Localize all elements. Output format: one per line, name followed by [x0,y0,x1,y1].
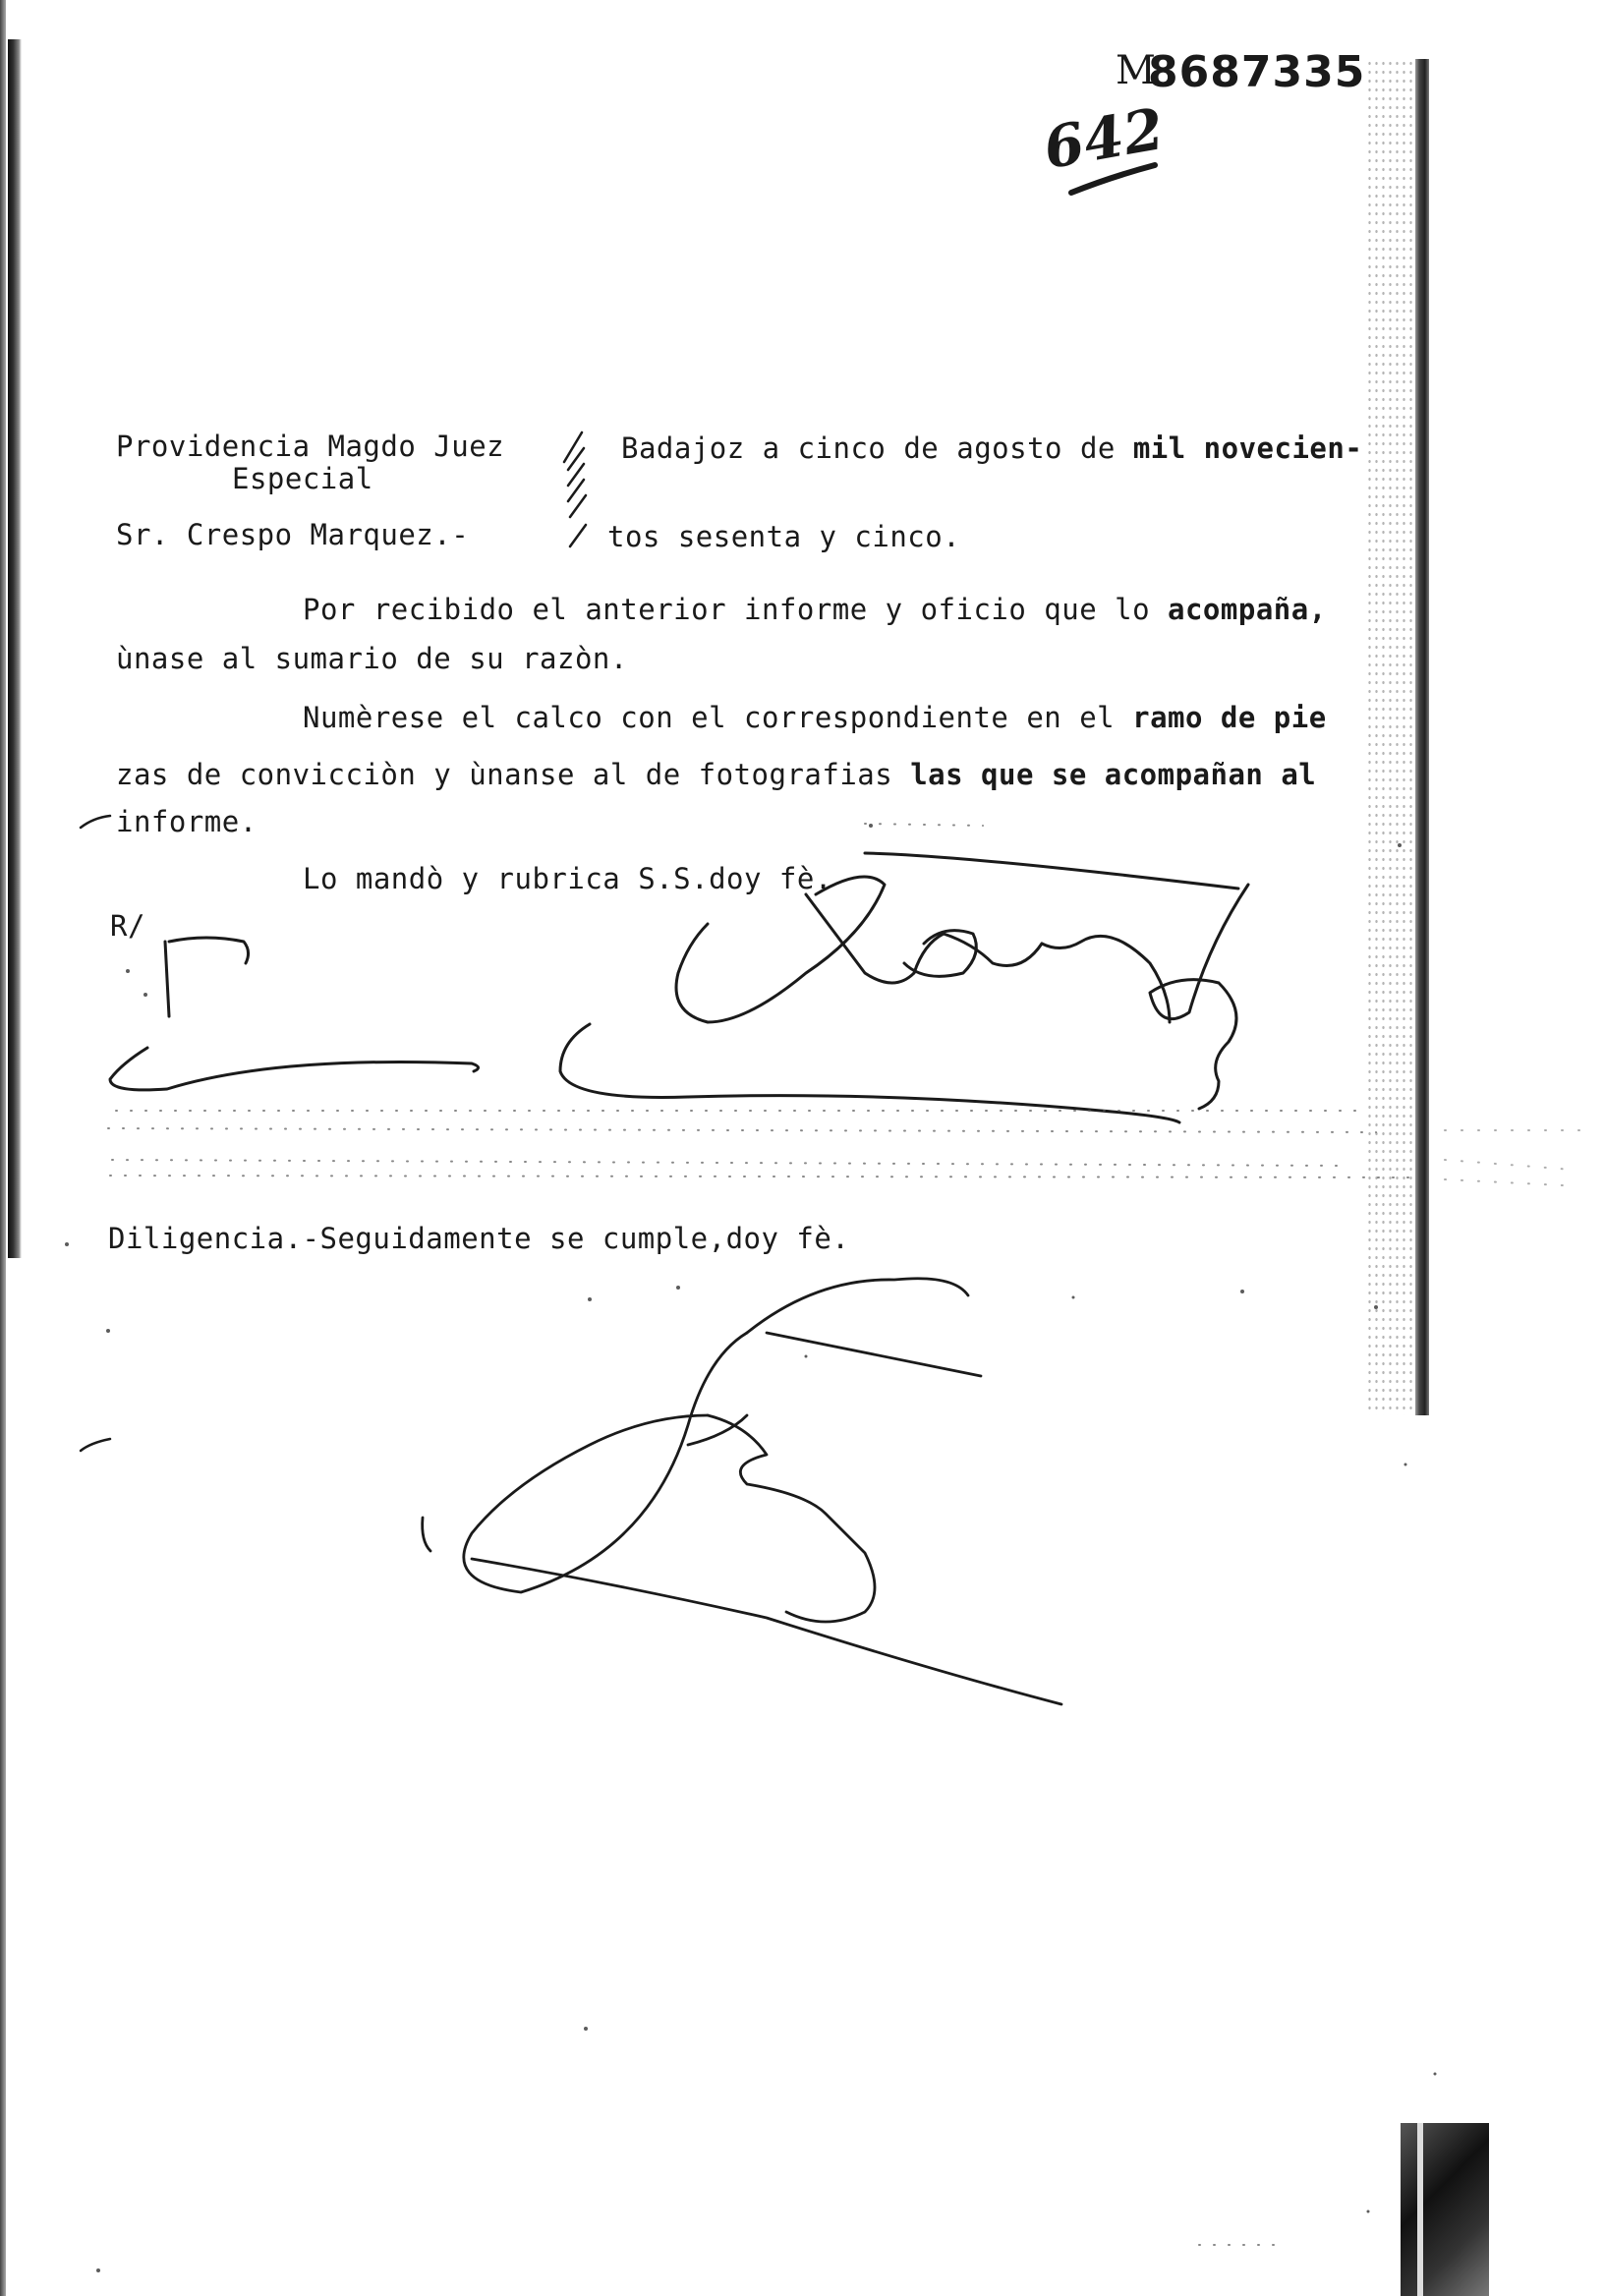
header-left-line2: Especial [232,462,373,495]
body-p2-line1-a: Numèrese el calco con el correspondiente en el [303,701,1133,734]
judge-signature [560,853,1248,1122]
body-p2-line2-a: zas de convicciòn y ùnanse al de fotografias [116,758,911,791]
body-p1-line1-b: acompaña, [1168,593,1327,626]
body-p2-line2-b: las que se acompañan al [910,758,1317,791]
body-p2-line3: informe. [116,805,258,838]
rubric-mark: R/ [110,909,145,943]
rubric-left-signature [110,938,479,1090]
header-left-line3: Sr. Crespo Marquez.- [116,518,470,551]
header-left-line1: Providencia Magdo Juez [116,430,505,463]
diligencia-line: Diligencia.-Seguidamente se cumple,doy fè. [108,1222,850,1255]
doc-number: 8687335 [1148,47,1366,97]
doc-number-prefix: M [1116,48,1157,93]
secretary-signature [423,1279,1061,1704]
header-right-line1-b: mil novecien- [1132,431,1363,465]
header-separator-slashes [564,432,586,546]
body-p1-line1-a: Por recibido el anterior informe y oficio que lo [303,593,1169,626]
folio-underline [1071,165,1155,193]
body-p3: Lo mandò y rubrica S.S.doy fè. [303,862,832,895]
body-p1-line2: ùnase al sumario de su razòn. [116,642,628,675]
margin-tick-2 [81,1439,110,1451]
handwritten-folio: 642 [1039,94,1170,183]
header-right-line2: tos sesenta y cinco. [607,520,961,553]
body-p2-line1-b: ramo de pie [1132,701,1327,734]
header-right-line1-a: Badajoz a cinco de agosto de [621,431,1133,465]
margin-tick-1 [81,816,110,828]
dotted-scan-lines [108,824,1415,2245]
right-scan-dots [1445,1130,1592,1185]
